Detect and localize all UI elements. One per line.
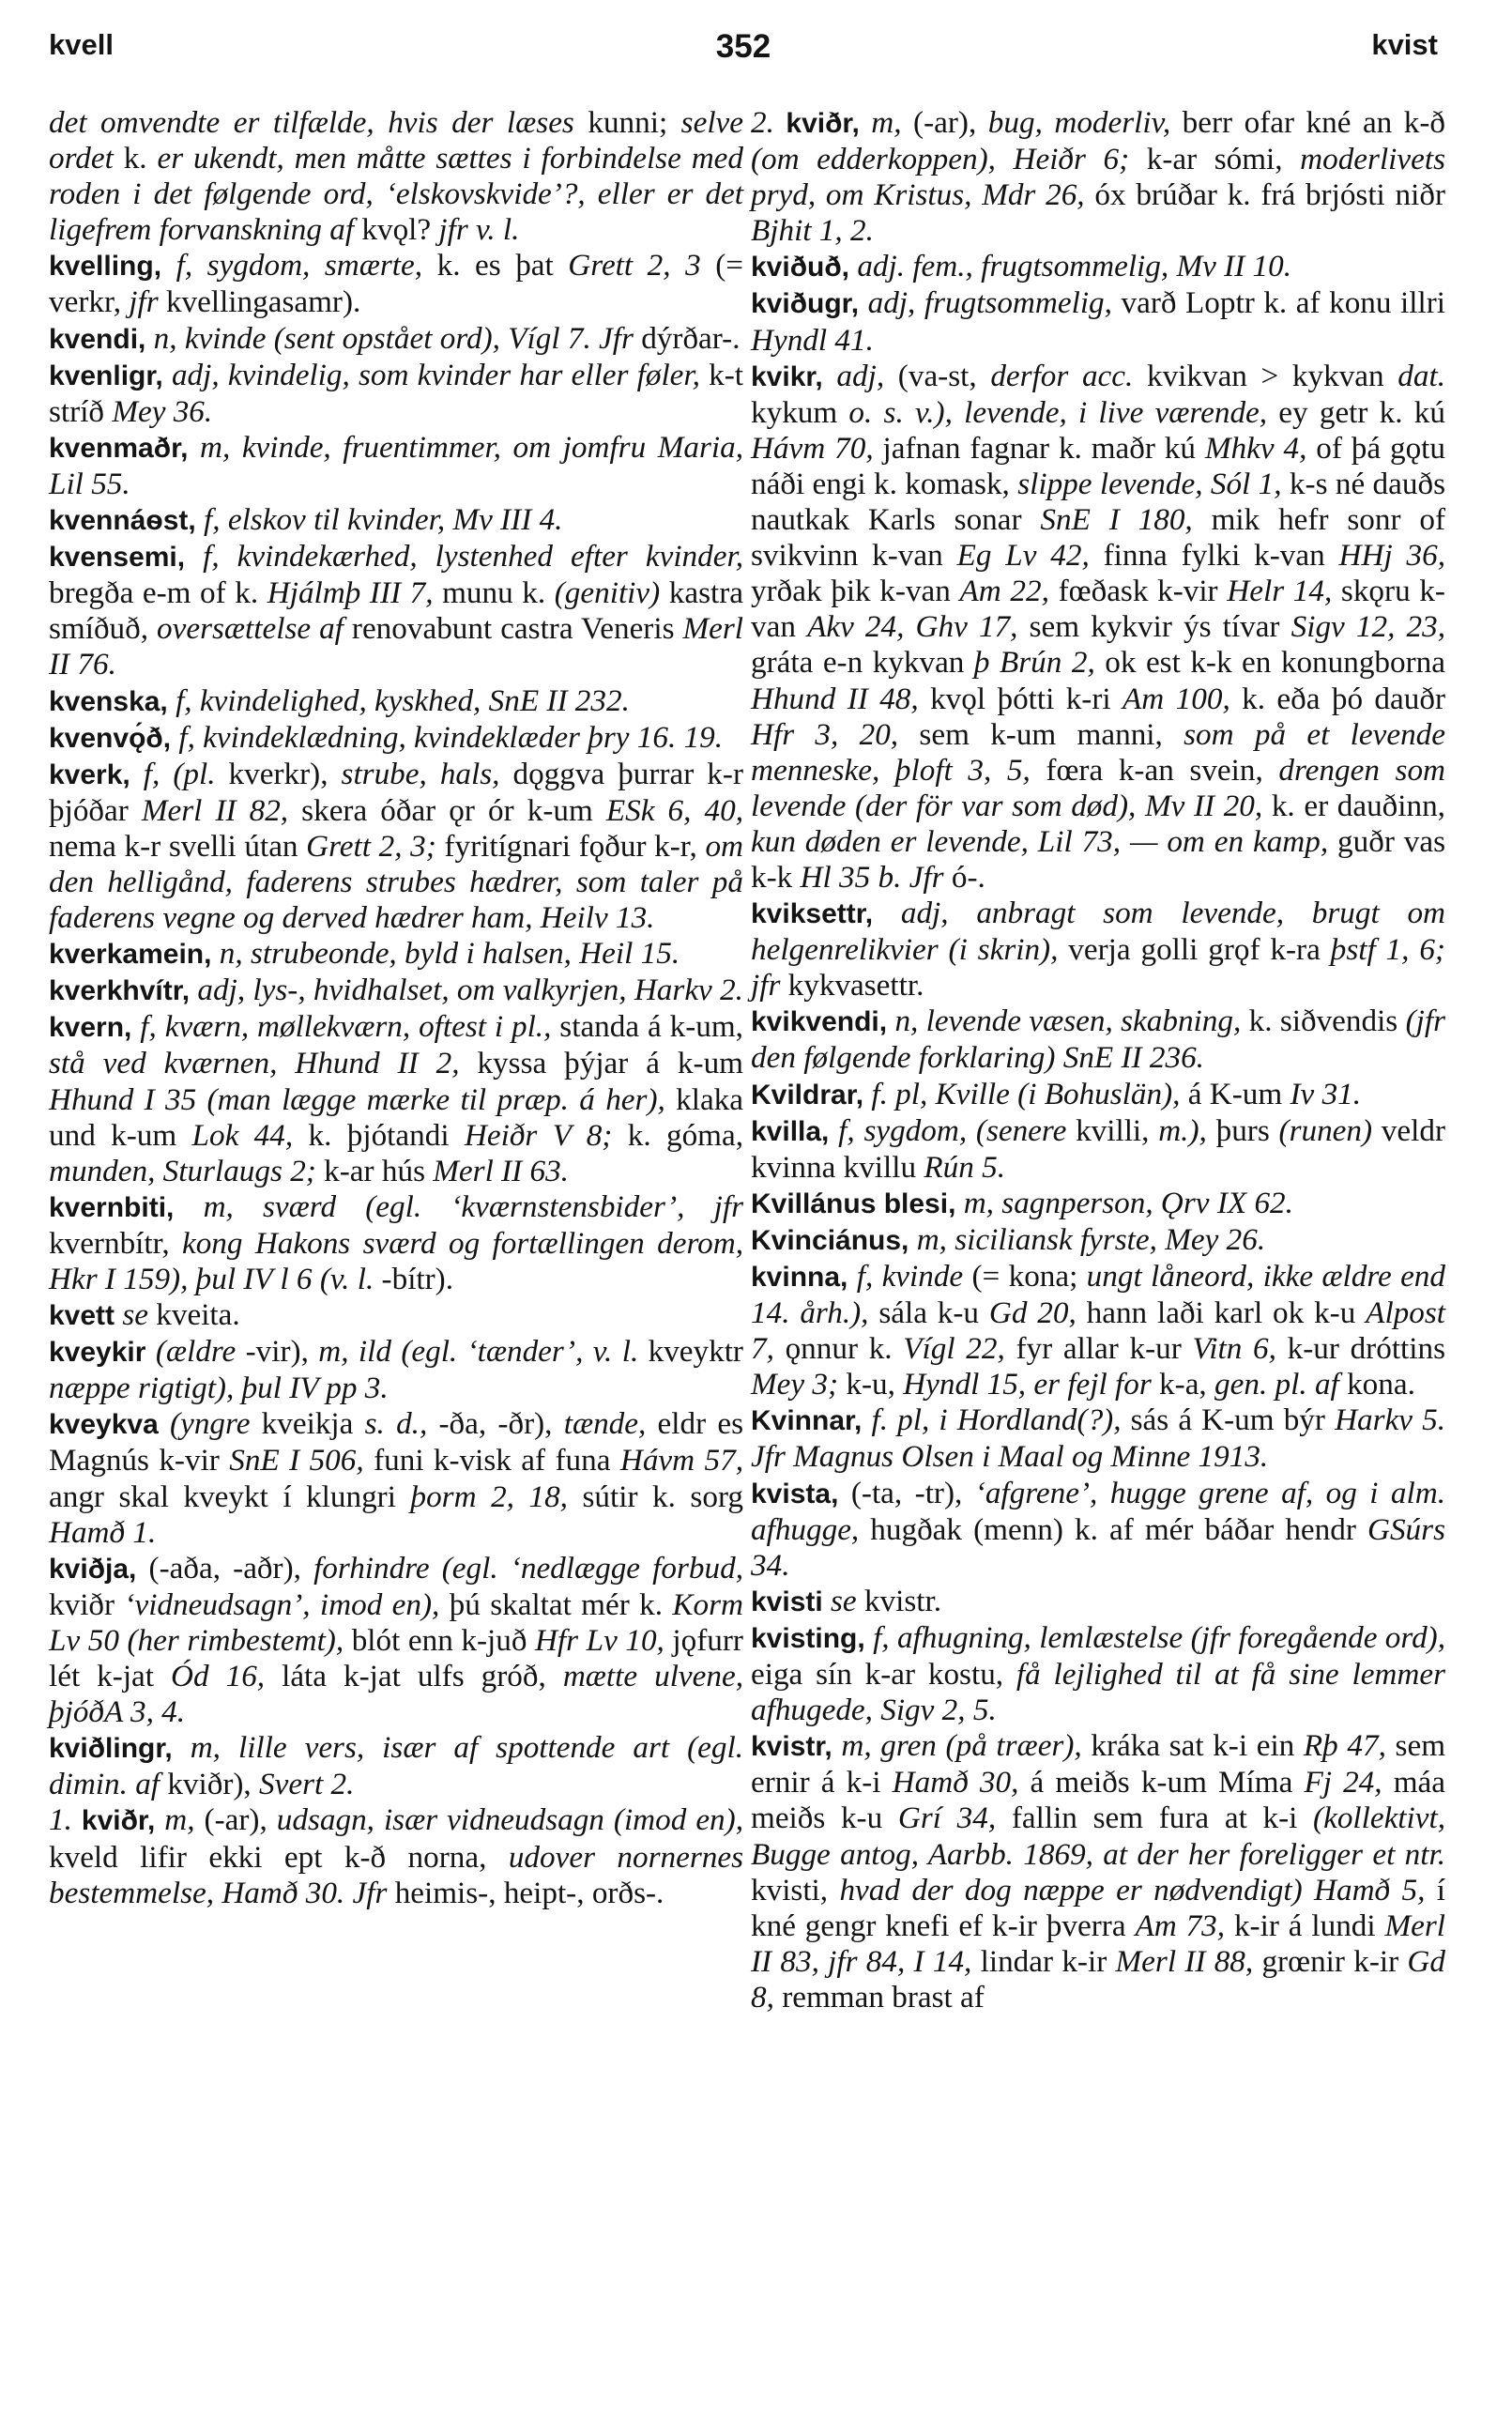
dictionary-entry: kvikr, adj, (va-st, derfor acc. kvikvan > kykvan dat. kykum o. s. v.), levende, i live værende, ey getr k. kú Hávm 70, jafnan fagnar k. maðr kú Mhkv 4, of þá gǫtu náði engi k. komask, slippe levende, Sól 1, k-s né dauðs nautkak Karls sonar SnE I 180, mik hefr sonr of svikvinn k-van Eg Lv 42, finna fylki k-van HHj 36, yrðak þik k-van Am 22, fœðask k-vir Helr 14, skǫru k-van Akv 24, Ghv 17, sem kykvir ýs tívar Sigv 12, 23, gráta e-n kykvan þ Brún 2, ok est k-k en konungborna Hhund II 48, kvǫl þótti k-ri Am 100, k. eða þó dauðr Hfr 3, 20, sem k-um manni, som på et levende menneske, þloft 3, 5, fœra k-an svein, drengen som levende (der för var som død), Mv II 20, k. er dauðinn, kun døden er levende, Lil 73, — om en kamp, guðr vas k-k Hl 35 b. Jfr ó-. <box>751 358 1446 895</box>
dictionary-entry: kvistr, m, gren (på træer), kráka sat k-i ein Rþ 47, sem ernir á k-i Hamð 30, á meiðs k-um Míma Fj 24, máa meiðs k-u Grí 34, fallin sem fura at k-i (kollektivt, Bugge antog, Aarbb. 1869, at der her foreligger et ntr. kvisti, hvad der dog næppe er nødvendigt) Hamð 5, í kné gengr knefi ef k-ir þverra Am 73, k-ir á lundi Merl II 83, jfr 84, I 14, lindar k-ir Merl II 88, grœnir k-ir Gd 8, remman brast af <box>751 1728 1446 2015</box>
dictionary-entry: kvisting, f, afhugning, lemlæstelse (jfr foregående ord), eiga sín k-ar kostu, få lejlighed til at få sine lemmer afhugede, Sigv 2, 5. <box>751 1619 1446 1728</box>
dictionary-entry: kvenvǫ́ð, f, kvindeklædning, kvindeklæder þry 16. 19. <box>49 719 724 755</box>
dictionary-entry: kvensemi, f, kvindekærhed, lystenhed efter kvinder, bregða e-m of k. Hjálmþ III 7, munu k. (genitiv) kastra smíðuð, oversættelse af renovabunt castra Veneris Merl II 76. <box>49 539 744 682</box>
left-column <box>49 105 743 1911</box>
page-header <box>49 28 1438 75</box>
dictionary-entry: 2. kviðr, m, (-ar), bug, moderliv, berr ofar kné an k-ð (om edderkoppen), Heiðr 6; k-ar sómi, moderlivets pryd, om Kristus, Mdr 26, óx brúðar k. frá brjósti niðr Bjhit 1, 2. <box>751 105 1445 249</box>
running-head-right: kvist <box>1371 28 1438 61</box>
running-head-left: kvell <box>49 28 114 61</box>
dictionary-entry: kvilla, f, sygdom, (senere kvilli, m.), þurs (runen) veldr kvinna kvillu Rún 5. <box>751 1112 1445 1185</box>
dictionary-entry: kverkhvítr, adj, lys-, hvidhalset, om valkyrjen, Harkv 2. <box>49 973 743 1008</box>
right-column <box>751 105 1445 2015</box>
dictionary-entry: kvikvendi, n, levende væsen, skabning, k. siðvendis (jfr den følgende forklaring) SnE II 236. <box>751 1004 1445 1076</box>
dictionary-entry: kvinna, f, kvinde (= kona; ungt låneord, ikke ældre end 14. årh.), sála k-u Gd 20, hann laði karl ok k-u Alpost 7, ǫnnur k. Vígl 22, fyr allar k-ur Vitn 6, k-ur dróttins Mey 3; k-u, Hyndl 15, er fejl for k-a, gen. pl. af kona. <box>751 1259 1445 1402</box>
dictionary-entry: kviksettr, adj, anbragt som levende, brugt om helgenrelikvier (i skrin), verja golli grǫf k-ra þstf 1, 6; jfr kykvasettr. <box>751 896 1446 1004</box>
dictionary-entry: kvenmaðr, m, kvinde, fruentimmer, om jomfru Maria, Lil 55. <box>49 429 744 501</box>
dictionary-entry: kverk, f, (pl. kverkr), strube, hals, dǫggva þurrar k-r þjóðar Merl II 82, skera óðar ǫr ór k-um ESk 6, 40, nema k-r svelli útan Grett 2, 3; fyritígnari fǫður k-r, om den helligånd, faderens strubes hædrer, som taler på faderens vegne og derved hædrer ham, Heilv 13. <box>49 756 744 936</box>
dictionary-entry: kvendi, n, kvinde (sent opstået ord), Vígl 7. Jfr dýrðar-. <box>49 320 741 356</box>
dictionary-entry: kvett se kveita. <box>49 1297 240 1333</box>
dictionary-entry: kviðja, (-aða, -aðr), forhindre (egl. ‘nedlægge forbud, kviðr ‘vidneudsagn’, imod en), þú skaltat mér k. Korm Lv 50 (her rimbestemt), blót enn k-juð Hfr Lv 10, jǫfurr lét k-jat Ód 16, láta k-jat ulfs gróð, mætte ulvene, þjóðA 3, 4. <box>49 1550 743 1730</box>
dictionary-entry: kvelling, f, sygdom, smærte, k. es þat Grett 2, 3 (= verkr, jfr kvellingasamr). <box>49 248 743 320</box>
dictionary-entry: kvern, f, kværn, møllekværn, oftest i pl., standa á k-um, stå ved kværnen, Hhund II 2, kyssa þýjar á k-um Hhund I 35 (man lægge mærke til præp. á her), klaka und k-um Lok 44, k. þjótandi Heiðr V 8; k. góma, munden, Sturlaugs 2; k-ar hús Merl II 63. <box>49 1009 744 1188</box>
dictionary-entry: Kvillánus blesi, m, sagnperson, Ǫrv IX 62. <box>751 1185 1293 1220</box>
dictionary-entry: kverkamein, n, strubeonde, byld i halsen, Heil 15. <box>49 936 680 972</box>
dictionary-entry: 1. kviðr, m, (-ar), udsagn, især vidneudsagn (imod en), kveld lifir ekki ept k-ð norna, udover nornernes bestemmelse, Hamð 30. Jfr heimis-, heipt-, orðs-. <box>49 1802 743 1910</box>
dictionary-entry: kveykva (yngre kveikja s. d., -ða, -ðr), tænde, eldr es Magnús k-vir SnE I 506, funi k-visk af funa Hávm 57, angr skal kveykt í klungri þorm 2, 18, sútir k. sorg Hamð 1. <box>49 1406 744 1550</box>
dictionary-entry: Kvildrar, f. pl, Kville (i Bohuslän), á K-um Iv 31. <box>751 1076 1362 1111</box>
dictionary-entry: kvernbiti, m, sværd (egl. ‘kværnstensbider’, jfr kvernbítr, kong Hakons sværd og fortællingen derom, Hkr I 159), þul IV l 6 (v. l. -bítr). <box>49 1188 743 1296</box>
dictionary-entry: kvisti se kvistr. <box>751 1583 942 1618</box>
dictionary-entry: kvennáѳst, f, elskov til kvinder, Mv III 4. <box>49 502 563 538</box>
dictionary-entry: kviðlingr, m, lille vers, især af spottende art (egl. dimin. af kviðr), Svert 2. <box>49 1730 743 1802</box>
dictionary-entry: kvenska, f, kvindelighed, kyskhed, SnE II 232. <box>49 682 630 718</box>
dictionary-entry: det omvendte er tilfælde, hvis der læses kunni; selve ordet k. er ukendt, men måtte sættes i forbindelse med roden i det følgende ord, ‘elskovskvide’?, eller er det ligefrem forvanskning af kvǫl? jfr v. l. <box>49 105 743 248</box>
dictionary-entry: kvista, (-ta, -tr), ‘afgrene’, hugge grene af, og i alm. afhugge, hugðak (menn) k. af mér báðar hendr GSúrs 34. <box>751 1475 1445 1583</box>
dictionary-entry: kvenligr, adj, kvindelig, som kvinder har eller føler, k-t stríð Mey 36. <box>49 357 744 429</box>
dictionary-entry: kviðuð, adj. fem., frugtsommelig, Mv II 10. <box>751 249 1292 284</box>
dictionary-entry: Kvinciánus, m, siciliansk fyrste, Mey 26. <box>751 1221 1266 1257</box>
dictionary-entry: kviðugr, adj, frugtsommelig, varð Loptr k. af konu illri Hyndl 41. <box>751 285 1445 358</box>
page-number: 352 <box>715 28 771 65</box>
dictionary-entry: kveykir (ældre -vir), m, ild (egl. ‘tænder’, v. l. kveyktr næppe rigtigt), þul IV pp 3. <box>49 1334 743 1406</box>
dictionary-entry: Kvinnar, f. pl, i Hordland(?), sás á K-um býr Harkv 5. Jfr Magnus Olsen i Maal og Minne 1913. <box>751 1402 1446 1475</box>
